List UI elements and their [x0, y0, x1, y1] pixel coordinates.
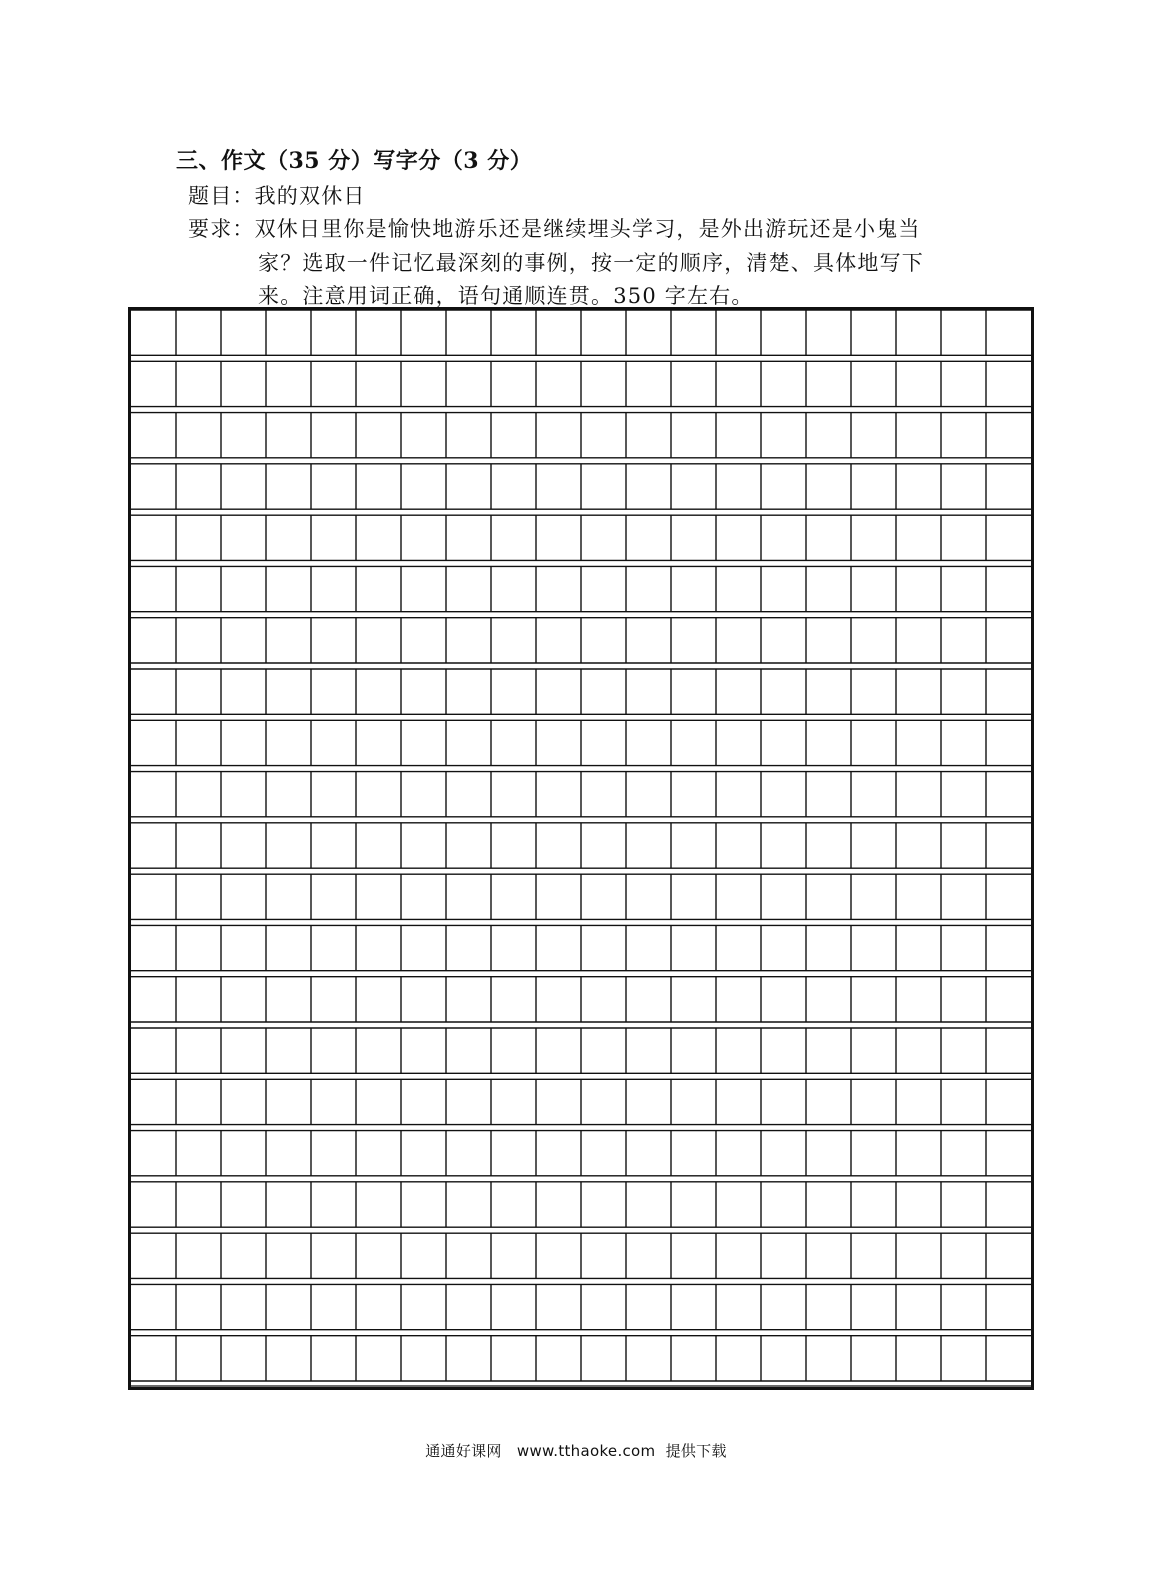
grid-row	[131, 1284, 1031, 1329]
grid-row	[131, 1182, 1031, 1227]
grid-row	[131, 925, 1031, 970]
grid-row	[131, 823, 1031, 868]
requirement-line-2: 家？选取一件记忆最深刻的事例，按一定的顺序，清楚、具体地写下	[258, 251, 924, 275]
grid-row	[131, 1131, 1031, 1176]
grid-row	[131, 361, 1031, 406]
grid-row	[131, 566, 1031, 611]
grid-row	[131, 874, 1031, 919]
requirement-line-1: 要求：双休日里你是愉快地游乐还是继续埋头学习，是外出游玩还是小鬼当	[188, 217, 921, 241]
essay-topic: 题目：我的双休日	[188, 184, 366, 208]
grid-row	[131, 413, 1031, 458]
grid-row	[131, 669, 1031, 714]
requirement-line-3: 来。注意用词正确，语句通顺连贯。350 字左右。	[258, 284, 754, 308]
grid-row	[131, 1079, 1031, 1124]
grid-row	[131, 515, 1031, 560]
writing-grid	[128, 307, 1034, 1390]
grid-row	[131, 464, 1031, 509]
grid-row	[131, 1336, 1031, 1381]
grid-row	[131, 1233, 1031, 1278]
grid-row	[131, 1028, 1031, 1073]
grid-row	[131, 977, 1031, 1022]
grid-row	[131, 772, 1031, 817]
section-heading: 三、作文（35 分）写字分（3 分）	[176, 148, 533, 174]
grid-row	[131, 618, 1031, 663]
footer-text: 通通好课网 www.tthaoke.com 提供下载	[425, 1442, 727, 1460]
grid-row	[131, 720, 1031, 765]
grid-row	[131, 310, 1031, 355]
